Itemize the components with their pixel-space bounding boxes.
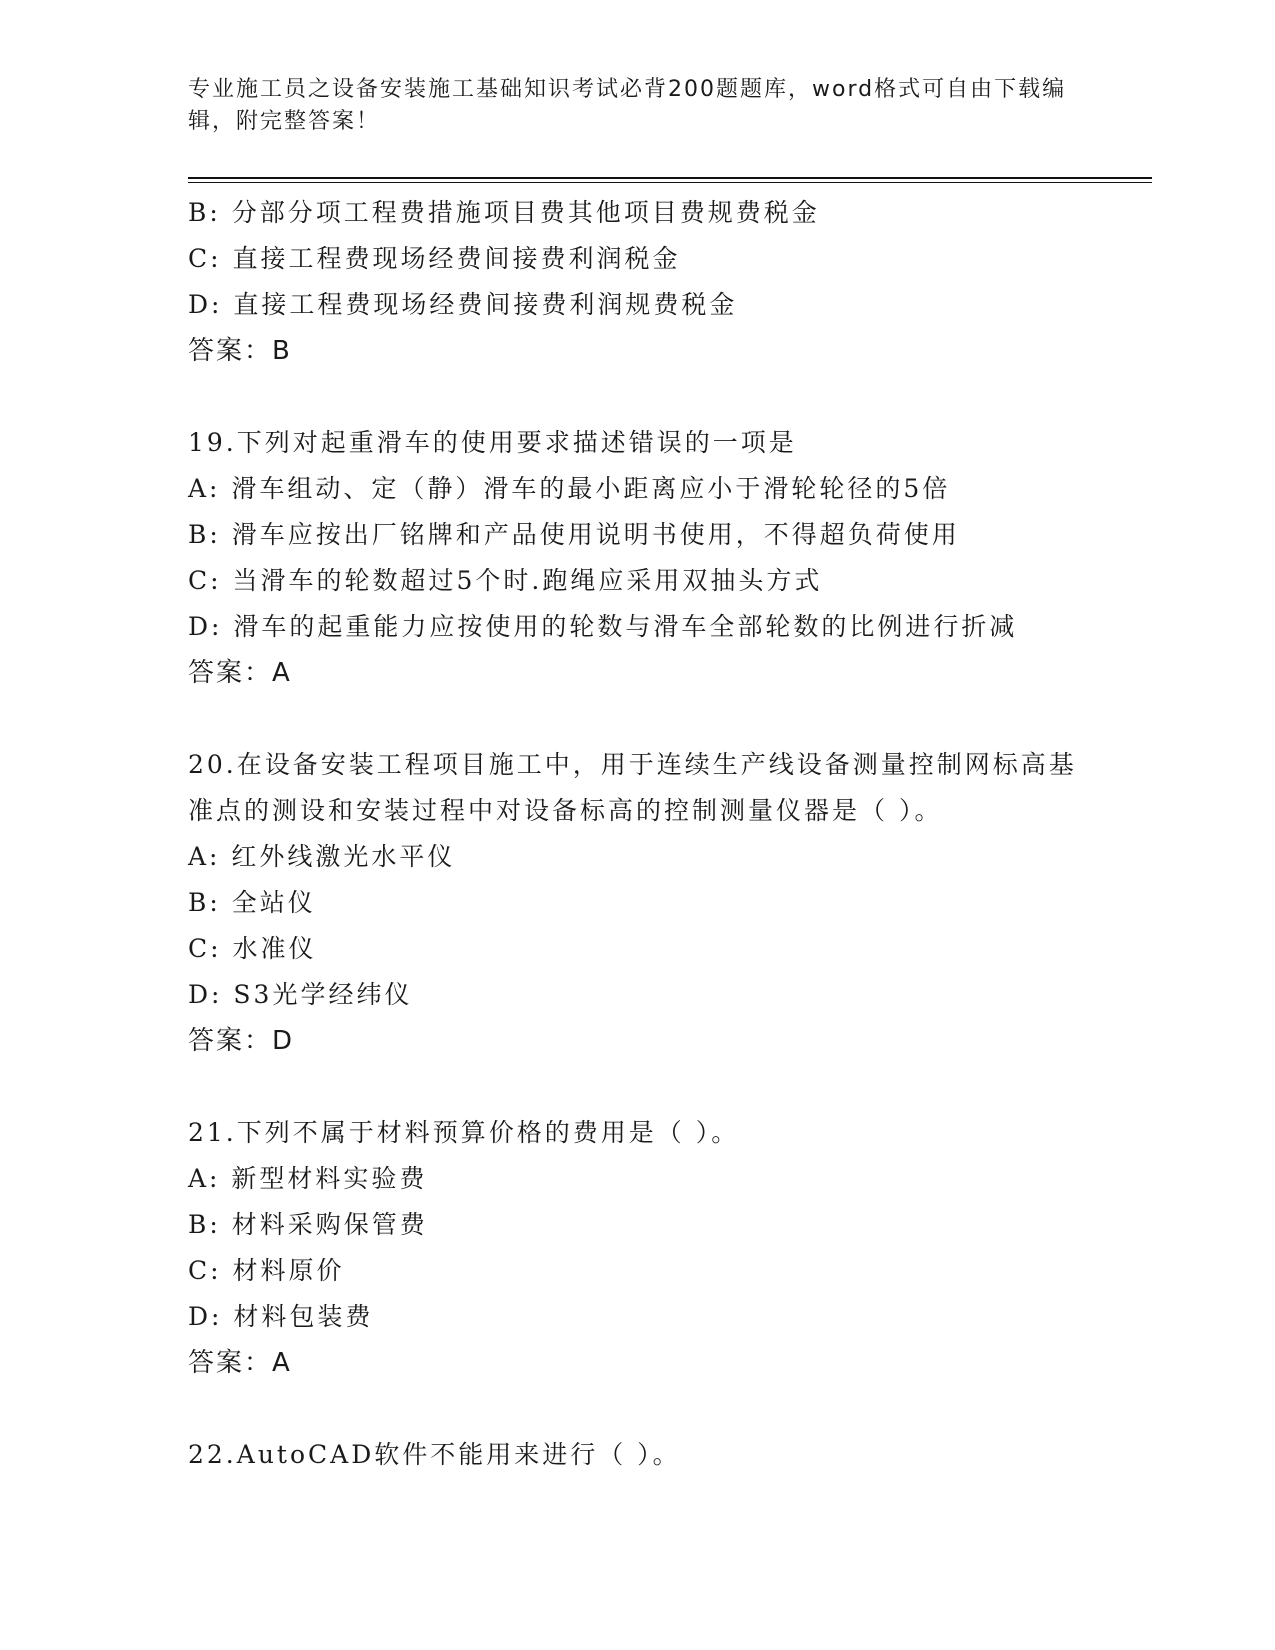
question-21-option-a: A: 新型材料实验费 [188,1164,428,1193]
question-21-stem: 21.下列不属于材料预算价格的费用是（ ）。 [188,1118,740,1147]
question-20-option-b: B: 全站仪 [188,888,316,917]
prev-option-c: C: 直接工程费现场经费间接费利润税金 [188,244,681,273]
question-20-option-c: C: 水准仪 [188,934,317,963]
header-divider-thin [188,182,1152,183]
question-22-stem: 22.AutoCAD软件不能用来进行（ ）。 [188,1440,681,1469]
question-21-option-d: D: 材料包装费 [188,1302,374,1331]
question-20-option-a: A: 红外线激光水平仪 [188,842,456,871]
question-21-option-b: B: 材料采购保管费 [188,1210,428,1239]
question-20-option-d: D: S3光学经纬仪 [188,980,413,1009]
page-header: 专业施工员之设备安装施工基础知识考试必背200题题库，word格式可自由下载编辑，附完整答案！ [188,77,1067,134]
question-19-option-d: D: 滑车的起重能力应按使用的轮数与滑车全部轮数的比例进行折减 [188,612,1018,641]
spacer [188,696,1088,742]
header-divider-thick [188,177,1152,179]
spacer [188,374,1088,420]
spacer [188,1386,1088,1432]
question-19-stem: 19.下列对起重滑车的使用要求描述错误的一项是 [188,428,797,457]
prev-option-b: B: 分部分项工程费措施项目费其他项目费规费税金 [188,198,820,227]
question-19-option-b: B: 滑车应按出厂铭牌和产品使用说明书使用，不得超负荷使用 [188,520,960,549]
question-20-answer: 答案：D [188,1026,295,1056]
question-19-option-c: C: 当滑车的轮数超过5个时.跑绳应采用双抽头方式 [188,566,823,595]
prev-answer: 答案：B [188,336,292,366]
question-20-stem: 20.在设备安装工程项目施工中，用于连续生产线设备测量控制网标高基准点的测设和安装过程中对设备标高的控制测量仪器是（ ）。 [188,750,1077,825]
question-content [188,190,1088,1478]
prev-option-d: D: 直接工程费现场经费间接费利润规费税金 [188,290,738,319]
question-19-option-a: A: 滑车组动、定（静）滑车的最小距离应小于滑轮轮径的5倍 [188,474,951,503]
question-19-answer: 答案：A [188,658,292,688]
question-21-option-c: C: 材料原价 [188,1256,345,1285]
spacer [188,1064,1088,1110]
question-21-answer: 答案：A [188,1348,292,1378]
